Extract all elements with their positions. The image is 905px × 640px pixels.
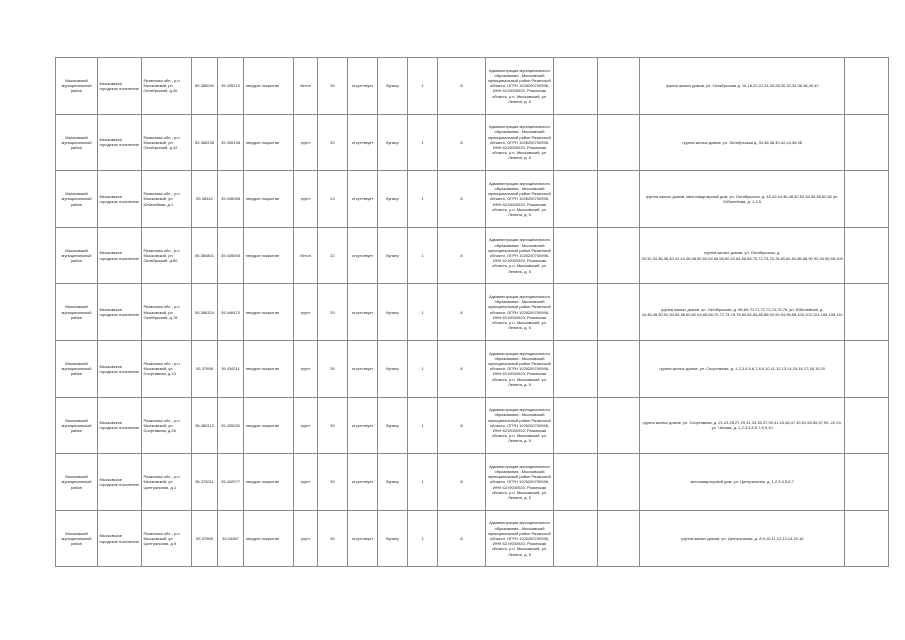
cell-fence: отсутствует xyxy=(348,58,378,115)
cell-fence: отсутствует xyxy=(348,114,378,171)
cell-owner: Администрация муниципального образования - Мысковский муниципальный район Рязанской области, ОГРН 1026200700996, ИНН 6219000920, Рязанская область, р.п. Мысковский, ул. Ленина, д. 5 xyxy=(486,227,554,284)
cell-empty-2 xyxy=(598,58,640,115)
cell-municipality: Мысковский муниципальный район xyxy=(56,454,98,511)
cell-bin-volume: 8 xyxy=(438,58,486,115)
cell-sources: группа жилых домов, ул. Октябрьская, д. 30,32,34,36,38,40,42,44,46,48,50,52,54,56,58,60,62,64,66,68,70,72,74,76,78,80,82,84,86,88,90,92,94,96,98,100 xyxy=(640,227,845,284)
cell-sources: группа жилых домов, ул. Спортивная, д. 21,23,25,27,29,31,33,35,37,39,41,43,45,47,49,51,53,55,57,59, 22,24, ул. Чехова, д. 1,2,3,4,5,6,7,8,9,10 xyxy=(640,397,845,454)
cell-empty-2 xyxy=(598,454,640,511)
cell-site-type: твердое покрытие xyxy=(244,58,294,115)
cell-empty-2 xyxy=(598,171,640,228)
cell-settlement: Мысковское городское поселение xyxy=(98,340,142,397)
cell-area: 24 xyxy=(318,171,348,228)
cell-settlement: Мысковское городское поселение xyxy=(98,227,142,284)
cell-empty-1 xyxy=(554,454,598,511)
cell-empty-2 xyxy=(598,397,640,454)
cell-empty-1 xyxy=(554,58,598,115)
cell-bin-volume: 8 xyxy=(438,397,486,454)
cell-bin-volume: 8 xyxy=(438,340,486,397)
cell-bin-volume: 8 xyxy=(438,284,486,341)
cell-bin-type: бункер xyxy=(378,340,408,397)
table-body xyxy=(56,58,889,567)
cell-owner: Администрация муниципального образования - Мысковский муниципальный район Рязанской области, ОГРН 1026200700996, ИНН 6219000920, Рязанская область, р.п. Мысковский, ул. Ленина, д. 5 xyxy=(486,397,554,454)
table-row xyxy=(56,284,889,341)
cell-empty-3 xyxy=(845,227,889,284)
cell-fence: отсутствует xyxy=(348,454,378,511)
cell-longitude: 39.436058 xyxy=(218,171,244,228)
cell-settlement: Мысковское городское поселение xyxy=(98,454,142,511)
cell-bin-count: 1 xyxy=(408,397,438,454)
cell-site-type: твердое покрытие xyxy=(244,454,294,511)
cell-empty-2 xyxy=(598,340,640,397)
cell-surface: грунт xyxy=(294,171,318,228)
cell-sources: группа жилых домов, ул. Спортивная, д. 1,2,3,4,5,6,7,8,9,10,11,12,13,14,15,16,17,18,19,20 xyxy=(640,340,845,397)
cell-empty-2 xyxy=(598,114,640,171)
cell-bin-volume: 8 xyxy=(438,227,486,284)
cell-bin-count: 1 xyxy=(408,227,438,284)
cell-empty-1 xyxy=(554,510,598,567)
cell-latitude: 55.386324 xyxy=(192,284,218,341)
cell-latitude: 55.385235 xyxy=(192,114,218,171)
cell-fence: отсутствует xyxy=(348,340,378,397)
cell-bin-type: бункер xyxy=(378,227,408,284)
cell-surface: грунт xyxy=(294,114,318,171)
cell-latitude: 55.384801 xyxy=(192,227,218,284)
cell-longitude: 39.442077 xyxy=(218,454,244,511)
cell-longitude: 39.435290 xyxy=(218,397,244,454)
registry-sheet xyxy=(55,57,889,567)
table-row xyxy=(56,454,889,511)
cell-longitude: 39.436211 xyxy=(218,340,244,397)
cell-bin-count: 1 xyxy=(408,114,438,171)
cell-bin-type: бункер xyxy=(378,284,408,341)
cell-bin-count: 1 xyxy=(408,58,438,115)
cell-surface: грунт xyxy=(294,284,318,341)
cell-empty-3 xyxy=(845,340,889,397)
cell-bin-count: 1 xyxy=(408,510,438,567)
cell-empty-2 xyxy=(598,284,640,341)
cell-address: Рязанская обл., р-н Мысковский, ул. Спортивная, д.26 xyxy=(142,397,192,454)
table-row xyxy=(56,397,889,454)
table-row xyxy=(56,227,889,284)
cell-latitude: 55.379211 xyxy=(192,454,218,511)
cell-address: Рязанская обл., р-н Мысковский, ул. Юбилейная, д.1 xyxy=(142,171,192,228)
cell-address: Рязанская обл., р-н Мысковский, ул. Спортивная, д.10 xyxy=(142,340,192,397)
cell-empty-1 xyxy=(554,340,598,397)
cell-bin-type: бункер xyxy=(378,114,408,171)
cell-empty-3 xyxy=(845,510,889,567)
cell-municipality: Мысковский муниципальный район xyxy=(56,397,98,454)
cell-bin-count: 1 xyxy=(408,340,438,397)
cell-municipality: Мысковский муниципальный район xyxy=(56,114,98,171)
cell-empty-2 xyxy=(598,227,640,284)
cell-empty-1 xyxy=(554,114,598,171)
cell-empty-1 xyxy=(554,397,598,454)
cell-settlement: Мысковское городское поселение xyxy=(98,58,142,115)
cell-empty-3 xyxy=(845,114,889,171)
cell-municipality: Мысковский муниципальный район xyxy=(56,284,98,341)
cell-fence: отсутствует xyxy=(348,171,378,228)
cell-settlement: Мысковское городское поселение xyxy=(98,397,142,454)
cell-surface: бетон xyxy=(294,227,318,284)
cell-bin-volume: 8 xyxy=(438,454,486,511)
cell-sources: группа жилых домов, ул. Октябрьская д. 34,36,38,40,42,44,46,48 xyxy=(640,114,845,171)
cell-site-type: твердое покрытие xyxy=(244,397,294,454)
cell-surface: бетон xyxy=(294,58,318,115)
cell-longitude: 39.44387 xyxy=(218,510,244,567)
cell-bin-type: бункер xyxy=(378,510,408,567)
table-row xyxy=(56,171,889,228)
cell-settlement: Мысковское городское поселение xyxy=(98,171,142,228)
cell-sources: многоквартирный дом, ул. Центральная, д. 1,2,3,4,5,6,7 xyxy=(640,454,845,511)
cell-address: Рязанская обл., р-н Мысковский, рп Октябрьский, д.60 xyxy=(142,227,192,284)
cell-bin-type: бункер xyxy=(378,58,408,115)
cell-owner: Администрация муниципального образования - Мысковский муниципальный район Рязанской области, ОГРН 1026200700996, ИНН 6219000920, Рязанская область, р.п. Мысковский, ул. Ленина, д. 5 xyxy=(486,340,554,397)
cell-bin-volume: 8 xyxy=(438,171,486,228)
cell-owner: Администрация муниципального образования - Мысковский муниципальный район Рязанской области, ОГРН 1026200700996, ИНН 6219000920, Рязанская область, р.п. Мысковский, ул. Ленина, д. 5 xyxy=(486,114,554,171)
cell-bin-volume: 8 xyxy=(438,114,486,171)
table-row xyxy=(56,510,889,567)
cell-site-type: твердое покрытие xyxy=(244,284,294,341)
cell-bin-type: бункер xyxy=(378,454,408,511)
cell-owner: Администрация муниципального образования - Мысковский муниципальный район Рязанской области, ОГРН 1026200700996, ИНН 6219000920, Рязанская область, р.п. Мысковский, ул. Ленина, д. 5 xyxy=(486,510,554,567)
cell-empty-3 xyxy=(845,171,889,228)
cell-empty-1 xyxy=(554,171,598,228)
cell-area: 30 xyxy=(318,340,348,397)
cell-area: 30 xyxy=(318,397,348,454)
cell-surface: грунт xyxy=(294,454,318,511)
cell-bin-type: бункер xyxy=(378,171,408,228)
cell-site-type: твердое покрытие xyxy=(244,510,294,567)
cell-latitude: 55.37965 xyxy=(192,510,218,567)
cell-address: Рязанская обл., р-н Мысковский, рп Октябрьский, д.42 xyxy=(142,114,192,171)
cell-owner: Администрация муниципального образования - Мысковский муниципальный район Рязанской области, ОГРН 1026200700996, ИНН 6219000920, Рязанская область, р.п. Мысковский, ул. Ленина, д. 5 xyxy=(486,171,554,228)
cell-owner: Администрация муниципального образования - Мысковский муниципальный район Рязанской области, ОГРН 1026200700996, ИНН 6219000920, Рязанская область, р.п. Мысковский, ул. Ленина, д. 5 xyxy=(486,284,554,341)
cell-fence: отсутствует xyxy=(348,397,378,454)
cell-surface: грунт xyxy=(294,510,318,567)
cell-owner: Администрация муниципального образования - Мысковский муниципальный район Рязанской области, ОГРН 1026200700996, ИНН 6219000920, Рязанская область, р.п. Мысковский, ул. Ленина, д. 5 xyxy=(486,58,554,115)
cell-latitude: 55.385040 xyxy=(192,58,218,115)
waste-sites-table xyxy=(55,57,889,567)
cell-owner: Администрация муниципального образования - Мысковский муниципальный район Рязанской области, ОГРН 1026200700996, ИНН 6219000920, Рязанская область, р.п. Мысковский, ул. Ленина, д. 5 xyxy=(486,454,554,511)
cell-site-type: твердое покрытие xyxy=(244,171,294,228)
cell-empty-2 xyxy=(598,510,640,567)
cell-area: 30 xyxy=(318,510,348,567)
cell-fence: отсутствует xyxy=(348,510,378,567)
cell-settlement: Мысковское городское поселение xyxy=(98,510,142,567)
cell-address: Рязанская обл., р-н Мысковский, рп Октябрьский, д.40 xyxy=(142,58,192,115)
cell-longitude: 39.435055 xyxy=(218,227,244,284)
cell-empty-3 xyxy=(845,454,889,511)
cell-empty-1 xyxy=(554,227,598,284)
cell-site-type: твердое покрытие xyxy=(244,114,294,171)
cell-bin-count: 1 xyxy=(408,284,438,341)
cell-site-type: твердое покрытие xyxy=(244,340,294,397)
cell-sources: группа жилых домов, ул. Октябрьская, д. 68,69,70,71,72,73,74,75,76, ул. Юбилейная, д. 44,46,48,50,52,54,56,58,60,62,64,66,68,70,72,74,76,78,80,82,84,86,88,90,92,94,96,98,100,102,104,106,108,110 xyxy=(640,284,845,341)
cell-sources: группа жилых домов, ул. Октябрьская д. 16,18,20,22,24,26,28,30,32,34,36,38,40,42 xyxy=(640,58,845,115)
cell-fence: отсутствует xyxy=(348,227,378,284)
table-row xyxy=(56,114,889,171)
cell-bin-type: бункер xyxy=(378,397,408,454)
cell-sources: группа жилых домов, многоквартирный дом, ул. Октябрьская, д. 40,42,44,46,48,50,52,54,56,58,60,62 ул. Юбилейная, д. 1,3,5 xyxy=(640,171,845,228)
cell-address: Рязанская обл., р-н Мысковский, рп Октябрьский, д.78 xyxy=(142,284,192,341)
cell-municipality: Мысковский муниципальный район xyxy=(56,510,98,567)
cell-sources: группа жилых домов, ул. Центральная, д. 8,9,10,11,12,13,14,15,16 xyxy=(640,510,845,567)
cell-area: 20 xyxy=(318,284,348,341)
cell-latitude: 55.38342 xyxy=(192,171,218,228)
cell-address: Рязанская обл., р-н Мысковский, ул. Центральная, д.9 xyxy=(142,510,192,567)
cell-longitude: 39.435210 xyxy=(218,58,244,115)
cell-settlement: Мысковское городское поселение xyxy=(98,284,142,341)
cell-area: 22 xyxy=(318,227,348,284)
cell-latitude: 55.37958 xyxy=(192,340,218,397)
cell-municipality: Мысковский муниципальный район xyxy=(56,58,98,115)
cell-surface: грунт xyxy=(294,397,318,454)
cell-area: 20 xyxy=(318,114,348,171)
table-row xyxy=(56,340,889,397)
cell-empty-3 xyxy=(845,284,889,341)
cell-empty-3 xyxy=(845,397,889,454)
cell-latitude: 55.380113 xyxy=(192,397,218,454)
cell-municipality: Мысковский муниципальный район xyxy=(56,340,98,397)
cell-fence: отсутствует xyxy=(348,284,378,341)
cell-surface: грунт xyxy=(294,340,318,397)
cell-bin-count: 1 xyxy=(408,171,438,228)
table-row xyxy=(56,58,889,115)
cell-bin-volume: 8 xyxy=(438,510,486,567)
cell-longitude: 39.435198 xyxy=(218,114,244,171)
cell-bin-count: 1 xyxy=(408,454,438,511)
cell-settlement: Мысковское городское поселение xyxy=(98,114,142,171)
cell-longitude: 39.446470 xyxy=(218,284,244,341)
cell-empty-3 xyxy=(845,58,889,115)
cell-empty-1 xyxy=(554,284,598,341)
cell-municipality: Мысковский муниципальный район xyxy=(56,227,98,284)
cell-area: 30 xyxy=(318,454,348,511)
cell-municipality: Мысковский муниципальный район xyxy=(56,171,98,228)
cell-address: Рязанская обл., р-н Мысковский, ул. Центральная, д.1 xyxy=(142,454,192,511)
cell-site-type: твердое покрытие xyxy=(244,227,294,284)
cell-area: 30 xyxy=(318,58,348,115)
